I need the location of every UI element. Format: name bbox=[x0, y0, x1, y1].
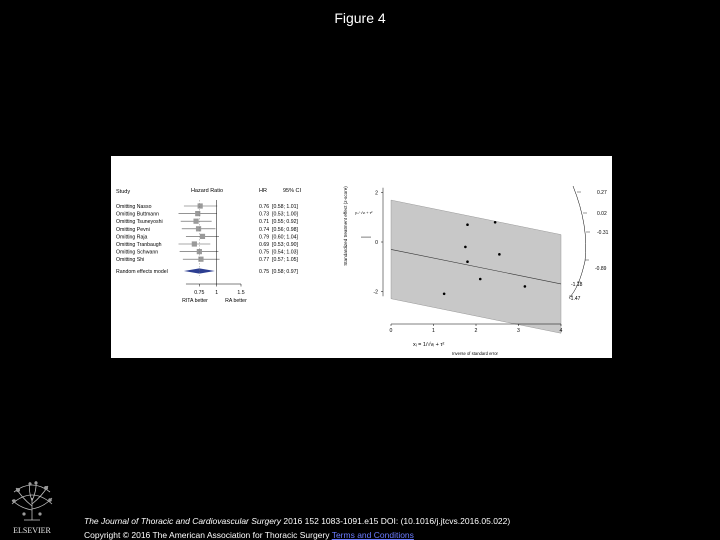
radial-y-tick-label: 2 bbox=[375, 190, 378, 197]
radial-x-tick-label: 0 bbox=[389, 328, 393, 334]
forest-hr-value: 0.73 bbox=[259, 211, 270, 218]
forest-point-box bbox=[193, 219, 198, 224]
forest-x-tick-label: 1 bbox=[215, 290, 219, 296]
elsevier-logo bbox=[6, 476, 58, 536]
forest-study-label: Omitting Tranbaugh bbox=[116, 242, 162, 248]
radial-x-tick-label: 1 bbox=[432, 328, 435, 334]
journal-name: The Journal of Thoracic and Cardiovascular Surgery bbox=[84, 516, 282, 526]
forest-ci-value: [0.54; 1.03] bbox=[272, 249, 298, 256]
forest-ci-value: [0.57; 1.05] bbox=[272, 257, 298, 264]
forest-favor-right: RA better bbox=[225, 298, 247, 304]
forest-study-label: Omitting Raja bbox=[116, 234, 148, 241]
forest-study-label: Omitting Schwann bbox=[116, 249, 159, 256]
forest-hr-value: 0.79 bbox=[259, 234, 270, 241]
forest-header-ci: 95% CI bbox=[283, 188, 302, 194]
radial-x-axis-label: Inverse of standard error bbox=[452, 351, 498, 356]
forest-ci-value: [0.53; 0.90] bbox=[272, 242, 298, 248]
radial-data-point bbox=[479, 278, 482, 281]
radial-y-tick-label: 0 bbox=[375, 240, 378, 246]
forest-x-tick-label: 0.75 bbox=[194, 290, 205, 296]
forest-header-hr: HR bbox=[259, 188, 267, 194]
forest-hr-value: 0.74 bbox=[259, 226, 270, 233]
radial-arc-label: -0.31 bbox=[597, 230, 609, 236]
forest-hr-value: 0.75 bbox=[259, 249, 270, 256]
radial-y-axis-label: Standardized treatment effect (z-score) bbox=[343, 186, 348, 266]
radial-data-point bbox=[443, 293, 446, 296]
forest-ci-value: [0.56; 0.98] bbox=[272, 226, 298, 233]
radial-arc-label: -1.47 bbox=[569, 296, 581, 302]
citation-details: 2016 152 1083-1091.e15 DOI: (10.1016/j.jtcvs.2016.05.022) bbox=[281, 516, 511, 526]
forest-study-label: Omitting Pevni bbox=[116, 226, 150, 233]
forest-rows bbox=[116, 203, 299, 275]
radial-x-tick-label: 4 bbox=[559, 328, 563, 334]
forest-study-label: Omitting Buttmann bbox=[116, 211, 159, 218]
forest-axis bbox=[186, 200, 245, 296]
forest-point-box bbox=[198, 257, 203, 262]
radial-plot bbox=[361, 186, 609, 334]
radial-y-tick-label: -2 bbox=[373, 289, 378, 296]
radial-data-point bbox=[464, 246, 467, 249]
radial-x-tick-label: 3 bbox=[517, 328, 520, 334]
page-title: Figure 4 bbox=[334, 10, 386, 26]
forest-favor-left: RITA better bbox=[182, 298, 208, 304]
radial-arc-label: 0.02 bbox=[597, 211, 607, 217]
radial-x-tick-label: 2 bbox=[474, 328, 478, 334]
forest-summary-ci: [0.58; 0.97] bbox=[272, 269, 298, 275]
elsevier-wordmark: ELSEVIER bbox=[13, 526, 51, 535]
radial-y-formula: yᵢ / √vᵢ + τ² bbox=[355, 211, 373, 215]
citation-line bbox=[84, 516, 510, 526]
figure-svg bbox=[111, 156, 612, 358]
terms-and-conditions-link[interactable]: Terms and Conditions bbox=[331, 530, 414, 540]
radial-arc-label: -1.18 bbox=[571, 282, 583, 288]
forest-x-tick-label: 1.5 bbox=[237, 290, 245, 296]
figure-panel bbox=[111, 156, 612, 358]
forest-hr-value: 0.77 bbox=[259, 257, 270, 264]
radial-data-point bbox=[498, 253, 501, 256]
forest-point-box bbox=[196, 226, 201, 231]
forest-hr-value: 0.69 bbox=[259, 242, 270, 248]
forest-ci-value: [0.55; 0.92] bbox=[272, 219, 298, 226]
radial-data-point bbox=[466, 260, 469, 263]
copyright-text: Copyright © 2016 The American Association for Thoracic Surgery bbox=[84, 530, 332, 540]
forest-hr-value: 0.76 bbox=[259, 204, 270, 210]
forest-hr-value: 0.71 bbox=[259, 219, 270, 226]
forest-header-hazard-ratio: Hazard Ratio bbox=[190, 188, 224, 194]
forest-point-box bbox=[200, 234, 205, 239]
radial-data-point bbox=[524, 285, 527, 288]
forest-summary-label: Random effects model bbox=[116, 269, 168, 275]
forest-summary-hr: 0.75 bbox=[259, 269, 270, 275]
forest-point-box bbox=[192, 241, 197, 246]
forest-study-label: Omitting Tsuneyoshi bbox=[116, 219, 163, 226]
forest-ci-value: [0.60; 1.04] bbox=[272, 234, 298, 241]
forest-point-box bbox=[198, 203, 203, 208]
forest-ci-value: [0.53; 1.00] bbox=[272, 211, 298, 218]
forest-header-study: Study bbox=[116, 189, 131, 195]
radial-data-point bbox=[466, 223, 469, 226]
forest-ci-value: [0.58; 1.01] bbox=[272, 204, 298, 210]
radial-data-point bbox=[494, 221, 497, 224]
radial-arc-label: 0.27 bbox=[597, 190, 607, 196]
radial-arc-label: -0.89 bbox=[595, 266, 607, 272]
forest-study-label: Omitting Shi bbox=[116, 257, 145, 264]
copyright-line bbox=[84, 530, 414, 540]
radial-x-formula: xᵢ = 1/√vᵢ + τ² bbox=[413, 342, 445, 348]
forest-study-label: Omitting Nasso bbox=[116, 204, 152, 210]
